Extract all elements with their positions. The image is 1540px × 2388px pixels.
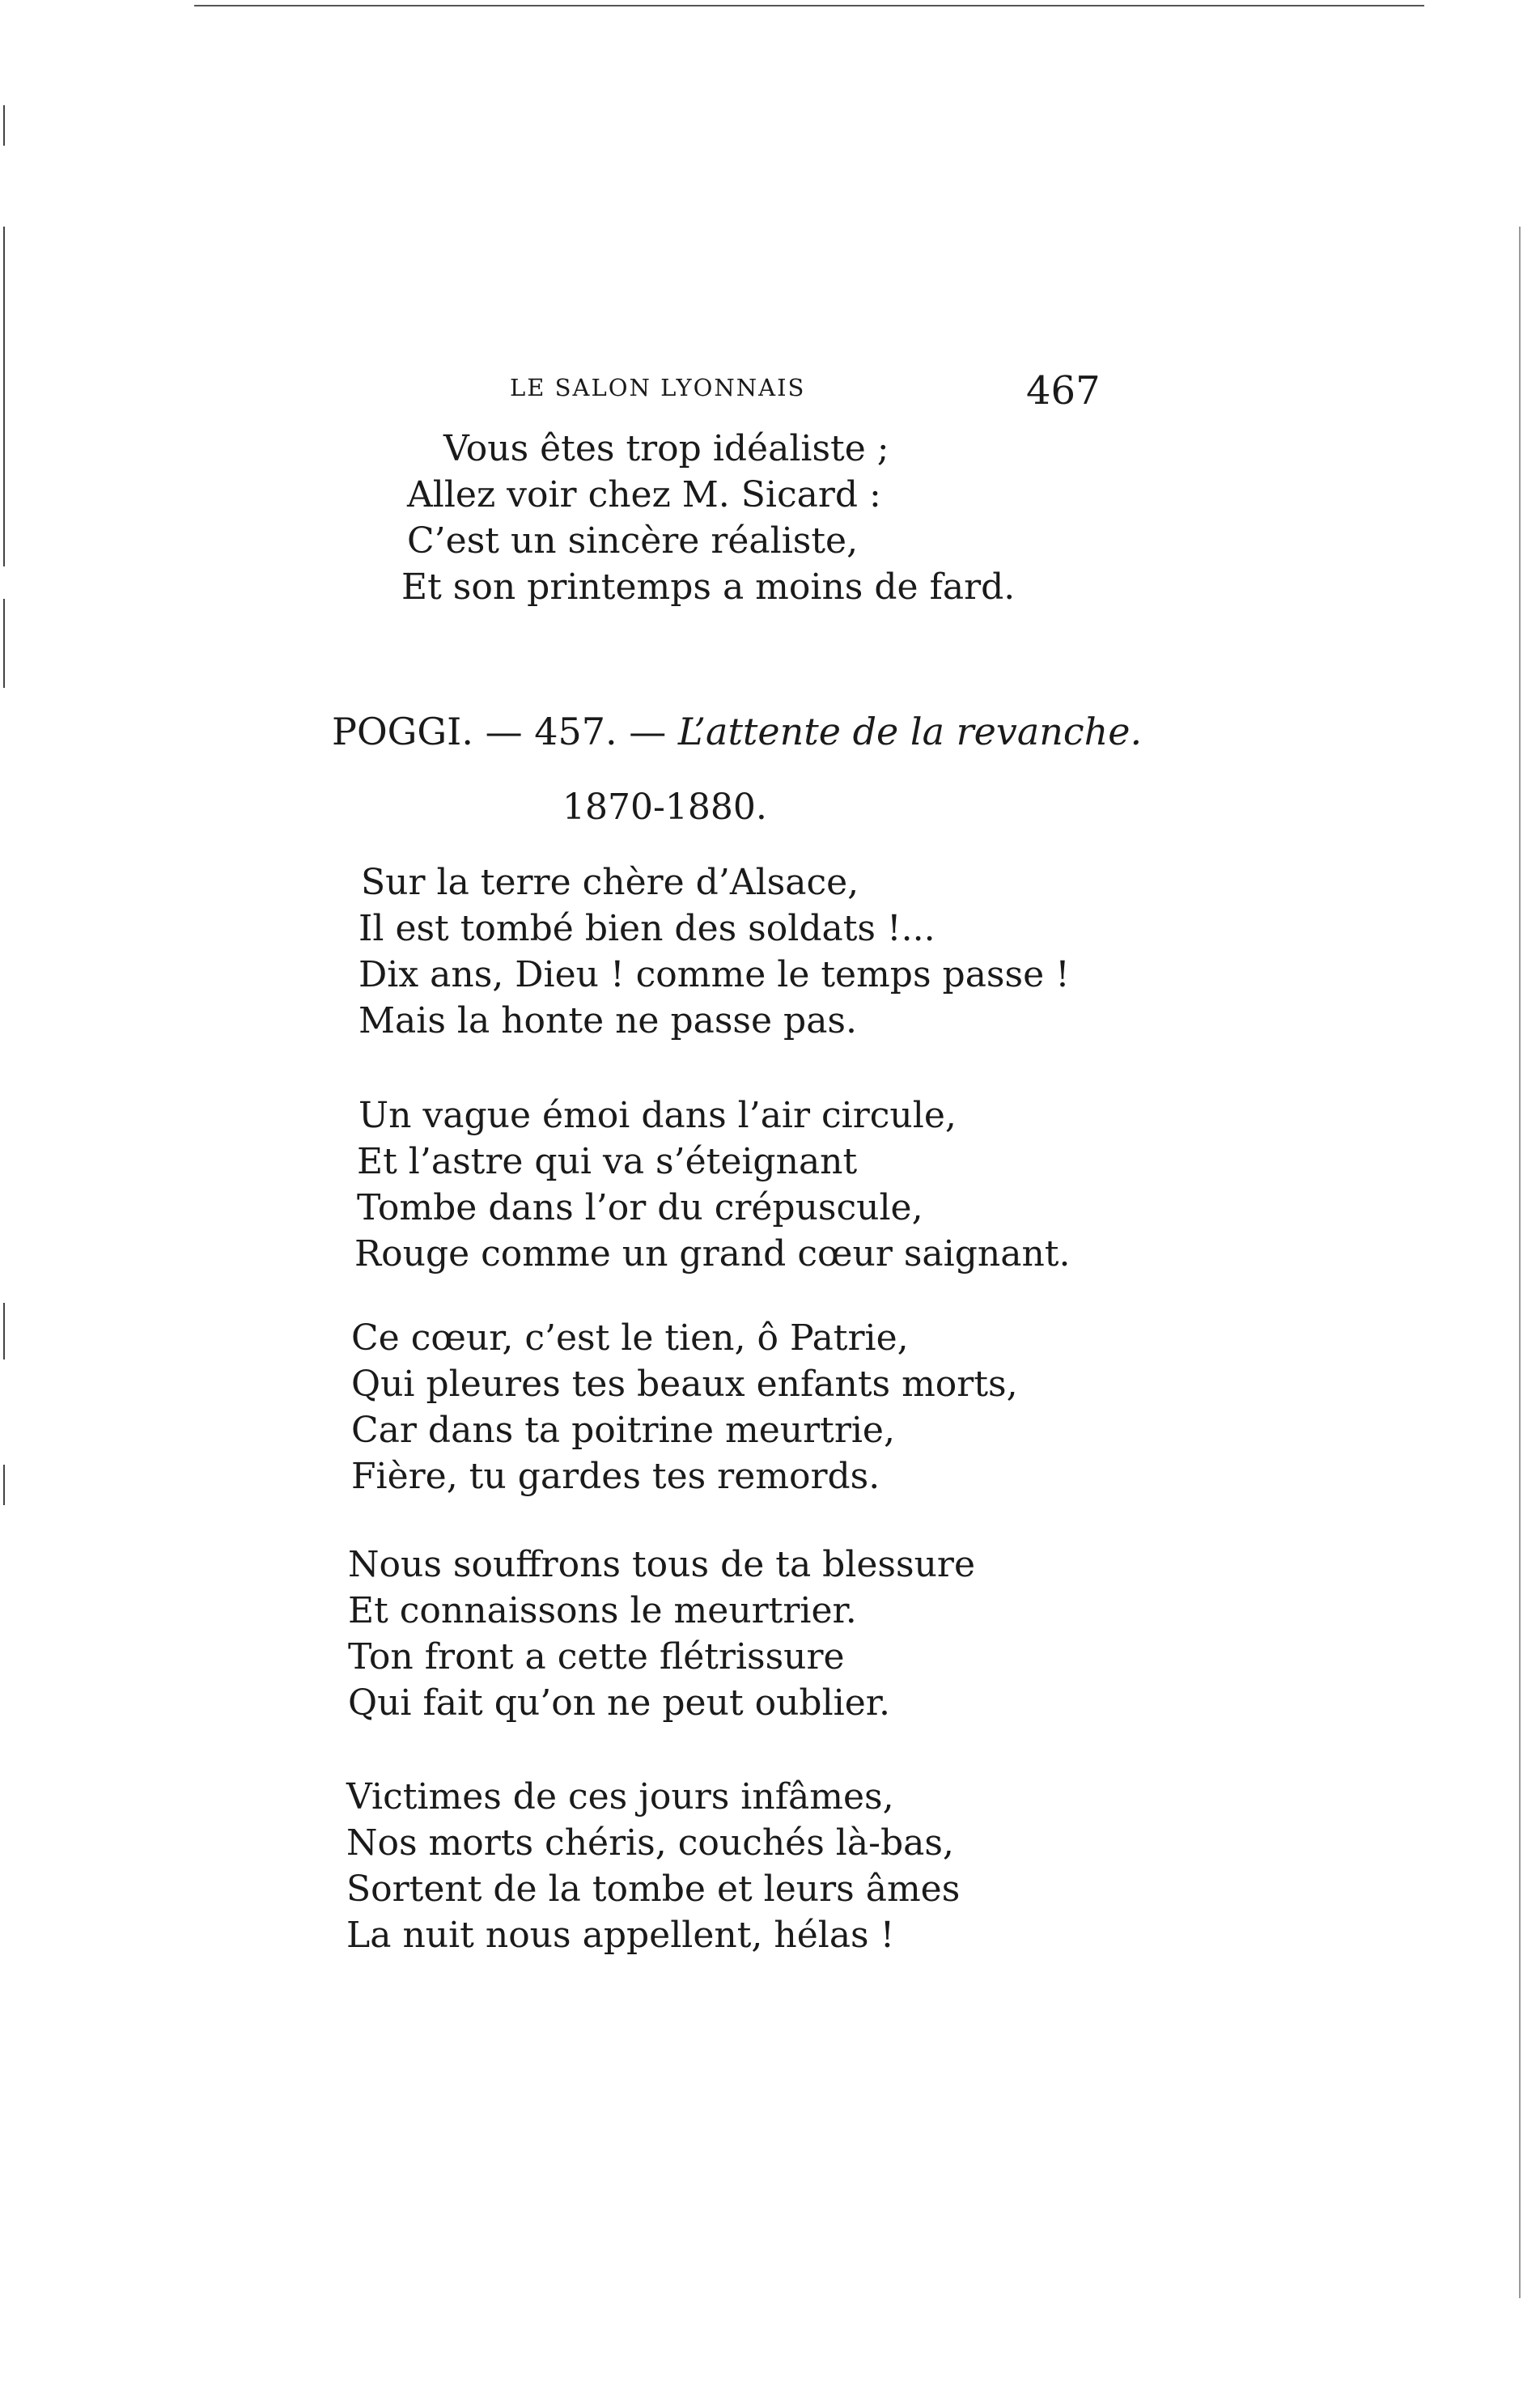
- verse-line: Ton front a cette flétrissure: [348, 1636, 845, 1678]
- verse-line: Vous êtes trop idéaliste ;: [443, 428, 889, 469]
- scan-edge-mark: [3, 105, 5, 146]
- verse-line: Mais la honte ne passe pas.: [358, 1000, 857, 1041]
- verse-line: Et son printemps a moins de fard.: [401, 566, 1016, 608]
- verse-line: Ce cœur, c’est le tien, ô Patrie,: [351, 1317, 909, 1359]
- verse-line: Et connaissons le meurtrier.: [348, 1590, 857, 1631]
- dash: —: [629, 710, 667, 753]
- catalogue-number: 457.: [534, 710, 617, 753]
- work-title: L’attente de la revanche.: [677, 710, 1143, 753]
- verse-line: Un vague émoi dans l’air circule,: [358, 1095, 957, 1136]
- verse-line: Car dans ta poitrine meurtrie,: [351, 1410, 895, 1451]
- scan-edge-mark: [3, 599, 5, 688]
- verse-line: Qui pleures tes beaux enfants morts,: [351, 1364, 1018, 1405]
- page-number: 467: [1026, 368, 1101, 414]
- artist-name: POGGI.: [332, 710, 473, 753]
- verse-line: Rouge comme un grand cœur saignant.: [354, 1233, 1071, 1275]
- dash: —: [485, 710, 523, 753]
- verse-line: Il est tombé bien des soldats !...: [358, 908, 935, 949]
- verse-line: Sortent de la tombe et leurs âmes: [346, 1868, 961, 1910]
- scan-edge-mark: [1519, 227, 1521, 2298]
- verse-line: Allez voir chez M. Sicard :: [407, 474, 881, 515]
- verse-line: Nos morts chéris, couchés là-bas,: [346, 1822, 954, 1864]
- entry-heading: [332, 710, 1142, 753]
- verse-line: C’est un sincère réaliste,: [407, 520, 859, 562]
- running-title: LE SALON LYONNAIS: [510, 374, 806, 401]
- scan-border-top: [194, 5, 1424, 6]
- verse-line: Nous souffrons tous de ta blessure: [348, 1544, 976, 1585]
- verse-line: Qui fait qu’on ne peut oublier.: [348, 1682, 890, 1724]
- scan-edge-mark: [3, 1303, 5, 1359]
- scan-edge-mark: [3, 1465, 5, 1505]
- verse-line: Sur la terre chère d’Alsace,: [361, 862, 859, 903]
- scan-edge-mark: [3, 227, 5, 566]
- verse-line: Tombe dans l’or du crépuscule,: [357, 1187, 923, 1228]
- entry-dates: 1870-1880.: [562, 787, 767, 828]
- verse-line: Victimes de ces jours infâmes,: [346, 1776, 894, 1818]
- verse-line: Fière, tu gardes tes remords.: [351, 1456, 880, 1497]
- verse-line: Et l’astre qui va s’éteignant: [357, 1141, 858, 1182]
- verse-line: La nuit nous appellent, hélas !: [346, 1915, 895, 1956]
- verse-line: Dix ans, Dieu ! comme le temps passe !: [358, 954, 1070, 995]
